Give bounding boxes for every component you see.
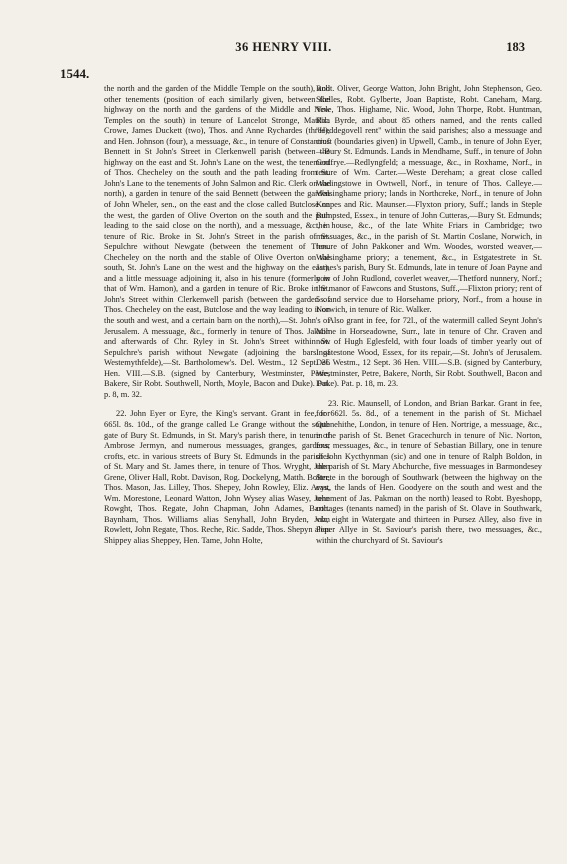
page-number: 183 xyxy=(506,40,525,54)
entry-paragraph-also-grant: Also grant in fee, for 72l., of the watermill called Seynt John's Milne in Horseadowne, Surr., late in tenure of Chr. Craven and now of Hugh Eglesfeld, with four loads of timber yearly out of Ingatestone Wood, Essex, for its repair,—St. John's of Jerusalem. Del. Westm., 12 Sept. 36 Hen. VIII.—S.B. (signed by Canterbury, Westminster, Petre, Bakere, North, Sir Robt. Southwell, Bacon and Duke). Pat. p. 18, m. 23. xyxy=(316,316,542,389)
entry-22-paragraph: 22. John Eyer or Eyre, the King's servant. Grant in fee, for 665l. 8s. 10d., of the grange called Le Grange without the south gate of Bury St. Edmunds, in St. Mary's parish there, in tenure of Ambrose Jermyn, and numerous messuages, granges, gardens, crofts, etc. in various streets of Bury St. Edmunds in the parishes of St. Mary and St. James there, in tenure of Thos. Wryght, John Grene, Oliver Hall, Robt. Davison, Rog. Dockelyng, Matth. Bolter, Thos. Mason, Jas. Lilley, Thos. Shepey, John Rowley, Eliz. Avys, Wm. Morestone, Leonard Watton, John Wysey alias Wasey, John Rowght, Thos. Regate, John Chapman, John Adames, Barth. Baynham, Thos. Williams alias Senyhall, John Bryden, John Rowlett, John Regate, Thos. Reche, Ric. Sadde, Thos. Shepyn alias Shippey alias Sheppey, Hen. Tame, John Holte, xyxy=(104,409,330,545)
entry-paragraph-continued: Robt. Oliver, George Watton, John Bright, John Stephenson, Geo. Skelles, Robt. Gylberte, Joan Baptiste, Robt. Caneham, Marg. Yole, Thos. Highame, Nic. Wood, John Thorpe, Robt. Huntman, Ric. Byrde, and about 85 others named, and the rents called "Heddegovell rent" within the said parishes; also a messuage and croft (boundaries given) in Upwell, Camb., in tenure of John Eyer, —Bury St. Edmunds. Lands in Mendhame, Suff., in tenure of John Godfrye.—Redlyngfeld; a messuage, &c., in Roxhame, Norf., in tenure of Wm. Carter.—Weste Dereham; a great close called Wadingstowe in Owtwell, Norf., in tenure of Thos. Calleye.—Walsinghame priory; lands in Northcreke, Norf., in tenure of John Knapes and Ric. Maunser.—Flyxton priory, Suff.; lands in Steple Bumpsted, Essex., in tenure of John Cutteras,—Bury St. Edmunds; the house, &c., of the late White Friars in Cambridge; two messuages, &c., in the parish of St. Martin Coslane, Norwich, in tenure of John Pakkoner and Wm. Woodes, worsted weaver,—Walsinghame priory; a tenement, &c., in Estgatestrete in St. James's parish, Bury St. Edmunds, late in tenure of Joan Payne and now of John Rudlond, coverlet weaver,—Thetford nunnery, Norf.; the manor of Fawcons and Stustons, Suff.,—Flixton priory; rent of 5s. and service due to Horsehame priory, Norf., from a house in Norwich, in tenure of Ric. Walker. xyxy=(316,84,542,315)
entry-paragraph: the north and the garden of the Middle Temple on the south), and other tenements (position of each similarly given, between the highway on the north and the gardens of the Middle and New Temples on the south) in tenure of Lancelot Stronge, Matilda Crowe, James Duckett (two), Thos. and Anne Rychardes (three), and Hen. Johnson (four), a messuage, &c., in tenure of Constantius Bennett in St John's Street in Clerkenwell parish (between the highway on the east and St. John's Lane on the west, the tenement of Thos. Checheley on the south and the path leading from St. John's Lane to the tenements of John Salmon and Ric. Clerk on the north), a garden in tenure of the said Bennett (between the garden of John Wheler, sen., on the east and the close called Butclose on the west, the garden of Olive Overton on the south and the path leading to the said close on the north), and a messuage, &c., in tenure of Ric. Broke in St. John's Street in the parish of St. Sepulchre without Newgate (between the tenement of Thos. Checheley on the north and the stable of Olive Overton on the south, St. John's Lane on the west and the highway on the east), and a little messuage adjoining it, also in his tenure (formerly in that of Wm. Hamon), and a garden in tenure of Ric. Broke in St. John's Street within Clerkenwell parish (between the garden of Thos. Checheley on the east, Butclose and the way leading to it on the south and west, and a certain barn on the north),—St. John's of Jerusalem. A messuage, &c., formerly in tenure of Thos. Jakson and afterwards of Chr. Ryley in St. John's Street within St. Sepulchre's parish without Newgate (adjoining the bars of Westemythfelde),—St. Bartholomew's. Del. Westm., 12 Sept. 36 Hen. VIII.—S.B. (signed by Canterbury, Westminster, Petre, Bakere, Sir Robt. Southwell, North, Moyle, Bacon and Duke). Pat. p. 8, m. 32. xyxy=(104,84,330,399)
running-title: 36 HENRY VIII. xyxy=(235,40,332,54)
running-head xyxy=(0,40,567,58)
year-marginal: 1544. xyxy=(60,66,90,81)
right-column xyxy=(316,84,542,547)
entry-23-paragraph: 23. Ric. Maunsell, of London, and Brian Barkar. Grant in fee, for 662l. 5s. 8d., of a tenement in the parish of St. Michael Quenehithe, London, in tenure of Hen. Nortrige, a messuage, &c., in the parish of St. Benet Gracechurch in tenure of Nic. Norton, four messuages, &c., in tenure of Sebastian Billary, one in tenure of John Kycthynman (sic) and one in tenure of Ralph Boldon, in the parish of St. Mary Abchurche, five messuages in Barmondesey Strete in the borough of Southwark (between the highway on the east, the lands of Hen. Goodyere on the south and west and the tenement of Jas. Pakman on the north) leased to Robt. Byeshopp, cottages (tenants named) in the parish of St. Olave in Southwark, viz, eight in Watergate and thirteen in Pursez Alley, also five in Peper Allye in St. Saviour's parish there, two messuages, &c., within the churchyard of St. Saviour's xyxy=(316,398,542,545)
left-column xyxy=(104,84,330,547)
